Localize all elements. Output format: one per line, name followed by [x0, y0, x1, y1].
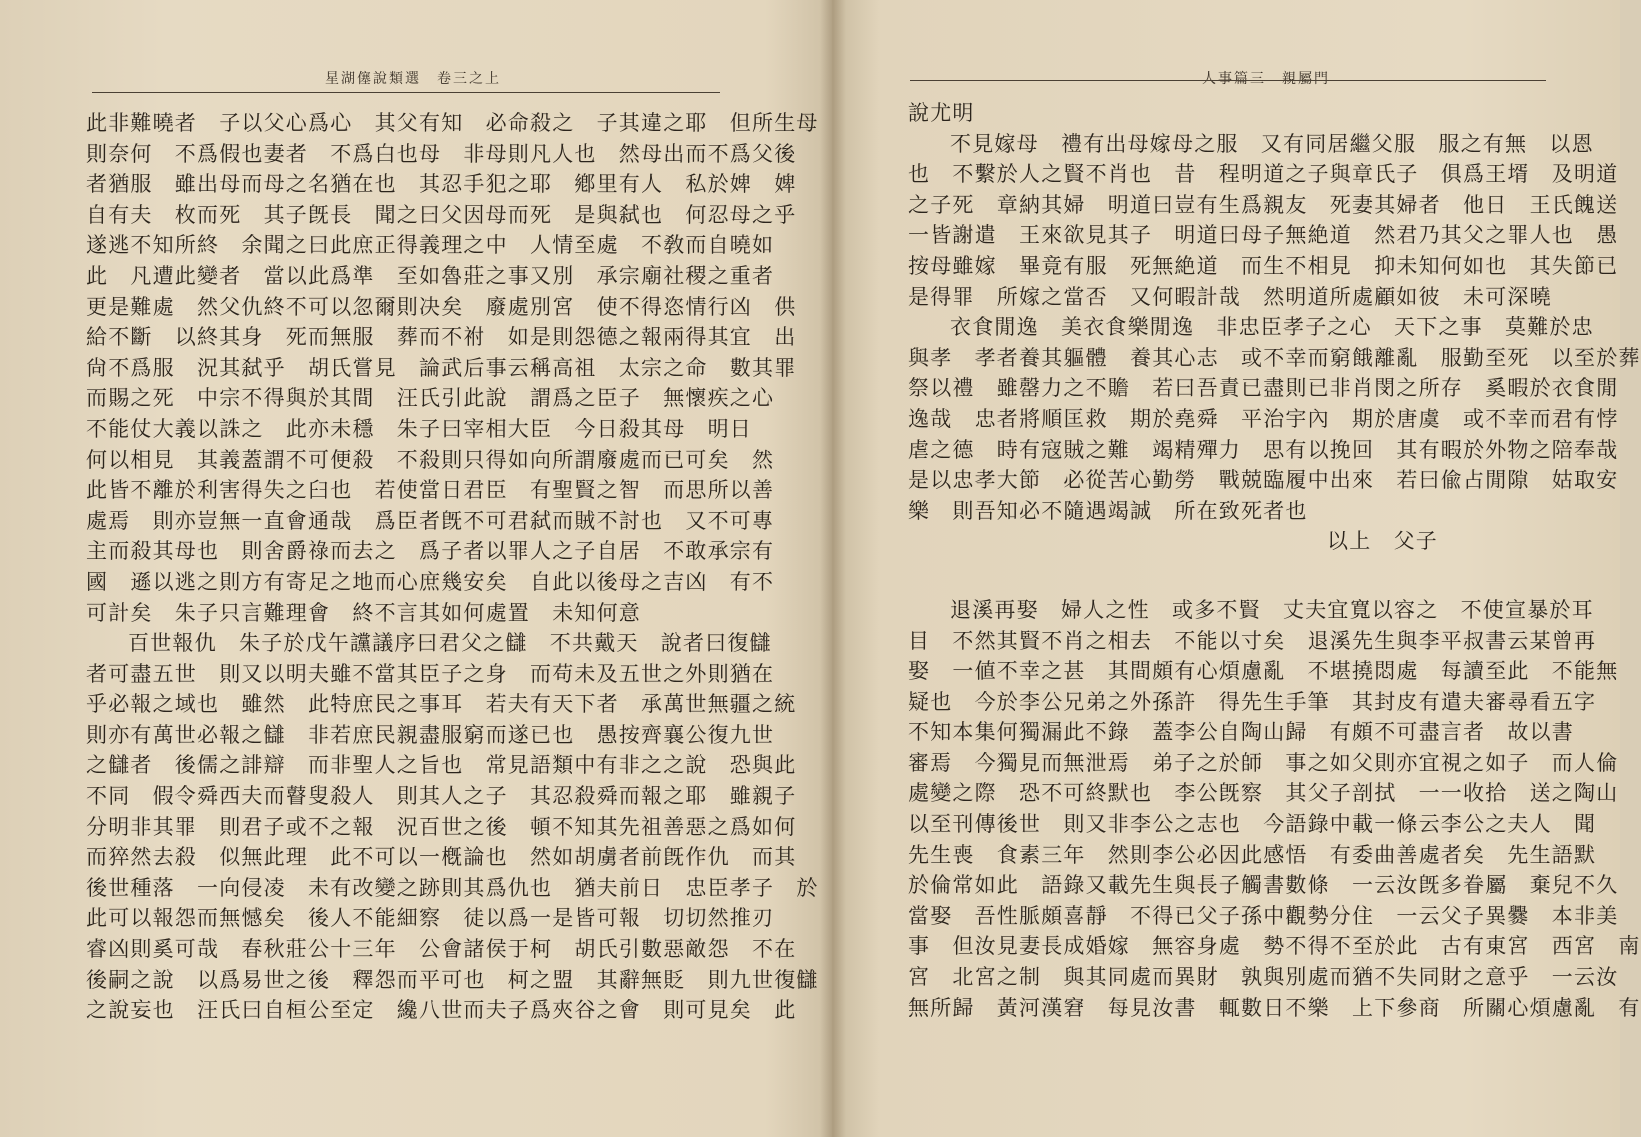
text-line: 不同 假令舜西夫而瞽叟殺人 則其人之子 其忍殺舜而報之耶 雖親子	[86, 784, 797, 809]
text-line: 說尤明	[908, 101, 975, 125]
text-line: 虐之德 時有寇賊之難 竭精殫力 思有以挽回 其有暇於外物之陪奉哉	[908, 437, 1619, 462]
text-line: 退溪再娶 婦人之性 或多不賢 丈夫宜寬以容之 不使宣暴於耳	[950, 597, 1594, 622]
text-line: 乎必報之域也 雖然 此特庶民之事耳 若夫有天下者 承萬世無疆之統	[86, 692, 797, 717]
text-line: 而賜之死 中宗不得與於其間 汪氏引此說 謂爲之臣子 無懷疾之心	[86, 386, 775, 411]
text-line: 逸哉 忠者將順匡救 期於堯舜 平治宇內 期於唐虞 或不幸而君有悖	[908, 406, 1619, 431]
text-line: 無所歸 黃河漢窘 每見汝書 輒數日不樂 上下參商 所關心煩慮亂 有	[908, 995, 1641, 1020]
text-line: 疑也 今於李公兄弟之外孫許 得先生手筆 其封皮有遣夫審尋看五字	[908, 689, 1597, 714]
text-line: 後嗣之說 以爲易世之後 釋怨而平可也 柯之盟 其辭無貶 則九世復讎	[86, 967, 819, 992]
text-line: 宮 北宮之制 與其同處而異財 孰與別處而猶不失同財之意乎 一云汝	[908, 965, 1619, 990]
text-line: 主而殺其母也 則舍爵祿而去之 爲子者以罪人之子自居 不敢承宗有	[86, 539, 775, 564]
text-line: 於倫常如此 語錄又載先生與長子觸書數條 一云汝旣多眷屬 棄兒不久	[908, 873, 1619, 898]
text-line: 何以相見 其義蓋謂不可便殺 不殺則只得如向所謂廢處而已可矣 然	[86, 447, 775, 472]
text-line: 遂逃不知所終 余聞之曰此庶正得義理之中 人情至處 不敎而自曉如	[86, 233, 775, 258]
text-line: 是以忠孝大節 必從苦心勤勞 戰兢臨履中出來 若曰偸占閒隙 姑取安	[908, 468, 1619, 493]
section-gap	[908, 557, 1548, 595]
text-line: 以至刊傳後世 則又非李公之志也 今語錄中載一條云李公之夫人 聞	[908, 812, 1597, 837]
text-line: 可計矣 朱子只言難理會 終不言其如何處置 未知何意	[86, 600, 641, 625]
right-header-rule	[910, 80, 1546, 81]
text-line: 祭以禮 雖罄力之不贍 若曰吾責已盡則已非肖閔之所存 奚暇於衣食閒	[908, 376, 1619, 401]
text-line: 之子死 章納其婦 明道曰豈有生爲親友 死妻其婦者 他日 王氏餽送	[908, 192, 1619, 217]
right-body-text	[908, 98, 1641, 1023]
left-running-head: 星湖僿說類選 卷三之上	[325, 71, 501, 87]
text-line: 一皆謝遣 王來欲見其子 明道曰母子無絶道 然君乃其父之罪人也 愚	[908, 223, 1619, 248]
text-line: 事 但汝見妻長成婚嫁 無容身處 勢不得不至於此 古有東宮 西宮 南	[908, 934, 1641, 959]
left-body-text	[86, 108, 819, 1026]
text-line: 百世報仇 朱子於戊午讜議序曰君父之讎 不共戴天 說者曰復讎	[128, 631, 772, 656]
text-line: 處焉 則亦豈無一直會通哉 爲臣者旣不可君弑而賊不討也 又不可專	[86, 508, 775, 533]
text-line: 則奈何 不爲假也妻者 不爲白也母 非母則凡人也 然母出而不爲父後	[86, 141, 797, 166]
text-line: 睿凶則奚可哉 春秋莊公十三年 公會諸侯于柯 胡氏引數惡敵怨 不在	[86, 937, 797, 962]
text-line: 按母雖嫁 畢竟有服 死無絶道 而生不相見 抑未知何如也 其失節已	[908, 253, 1619, 278]
section-end-label: 以上 父子	[1327, 529, 1438, 554]
text-line: 審焉 今獨見而無泄焉 弟子之於師 事之如父則亦宜視之如子 而人倫	[908, 750, 1619, 775]
text-line: 此 凡遭此變者 當以此爲準 至如魯莊之事又別 承宗廟社稷之重者	[86, 263, 775, 288]
text-line: 目 不然其賢不肖之相去 不能以寸矣 退溪先生與李平叔書云某曾再	[908, 628, 1597, 653]
text-line: 此可以報怨而無憾矣 後人不能細察 徒以爲一是皆可報 切切然推刃	[86, 906, 775, 931]
text-line: 先生喪 食素三年 然則李公必因此感悟 有委曲善處者矣 先生語默	[908, 842, 1597, 867]
text-line: 者猶服 雖出母而母之名猶在也 其忍手犯之耶 鄕里有人 私於婢 婢	[86, 172, 797, 197]
text-line: 也 不繫於人之賢不肖也 昔 程明道之子與章氏子 俱爲王壻 及明道	[908, 162, 1619, 187]
text-line: 分明非其罪 則君子或不之報 況百世之後 頓不知其先祖善惡之爲如何	[86, 814, 797, 839]
text-line: 後世種落 一向侵凌 未有改變之跡則其爲仇也 猶夫前日 忠臣孝子 於	[86, 875, 819, 900]
text-line: 尙不爲服 況其弑乎 胡氏嘗見 論武后事云稱高祖 太宗之命 數其罪	[86, 355, 797, 380]
text-line: 而猝然去殺 似無此理 此不可以一槪論也 然如胡虜者前旣作仇 而其	[86, 845, 797, 870]
text-line: 此非難曉者 子以父心爲心 其父有知 必命殺之 子其違之耶 但所生母	[86, 111, 819, 135]
text-line: 給不斷 以終其身 死而無服 葬而不祔 如是則怨德之報兩得其宜 出	[86, 325, 797, 350]
text-line: 是得罪 所嫁之當否 又何暇計哉 然明道所處顧如彼 未可深曉	[908, 284, 1552, 309]
text-line: 衣食閒逸 美衣食樂閒逸 非忠臣孝子之心 天下之事 莫難於忠	[950, 315, 1594, 340]
book-gutter	[820, 0, 846, 1137]
text-line: 之讎者 後儒之誹辯 而非聖人之旨也 常見語類中有非之之說 恐與此	[86, 753, 797, 778]
text-line: 此皆不離於利害得失之臼也 若使當日君臣 有聖賢之智 而思所以善	[86, 478, 775, 503]
text-line: 之說妄也 汪氏曰自桓公至定 纔八世而夫子爲夾谷之會 則可見矣 此	[86, 998, 797, 1023]
text-line: 不能仗大義以誅之 此亦未穩 朱子曰宰相大臣 今日殺其母 明日	[86, 416, 752, 441]
text-line: 更是難處 然父仇終不可以忽爾則决矣 廢處別宮 使不得恣情行凶 供	[86, 294, 797, 319]
text-line: 不知本集何獨漏此不錄 蓋李公自陶山歸 有頗不可盡言者 故以書	[908, 720, 1574, 745]
text-line: 者可盡五世 則又以明夫雖不當其臣子之身 而苟未及五世之外則猶在	[86, 661, 775, 686]
text-line: 則亦有萬世必報之讎 非若庶民親盡服窮而遂已也 愚按齊襄公復九世	[86, 722, 775, 747]
text-line: 處變之際 恐不可終默也 李公旣察 其父子剖拭 一一收拾 送之陶山	[908, 781, 1619, 806]
text-line: 與孝 孝者養其軀體 養其心志 或不幸而窮餓離亂 服勤至死 以至於葬	[908, 345, 1641, 370]
left-header-rule	[92, 92, 720, 93]
text-line: 不見嫁母 禮有出母嫁母之服 又有同居繼父服 服之有無 以恩	[950, 131, 1594, 156]
right-page	[832, 0, 1641, 1137]
text-line: 樂 則吾知必不隨遇竭誠 所在致死者也	[908, 498, 1308, 523]
text-line: 自有夫 枚而死 其子旣長 聞之曰父因母而死 是與弑也 何忍母之乎	[86, 202, 797, 227]
text-line: 娶 一値不幸之甚 其間頗有心煩慮亂 不堪撓悶處 每讀至此 不能無	[908, 659, 1619, 684]
text-line: 國 遜以逃之則方有寄足之地而心庶幾安矣 自此以後母之吉凶 有不	[86, 569, 775, 594]
right-running-head: 人事篇三 親屬門	[1202, 71, 1330, 87]
text-line: 當娶 吾性脈頗喜靜 不得已父子孫中觀勢分住 一云父子異爨 本非美	[908, 903, 1619, 928]
